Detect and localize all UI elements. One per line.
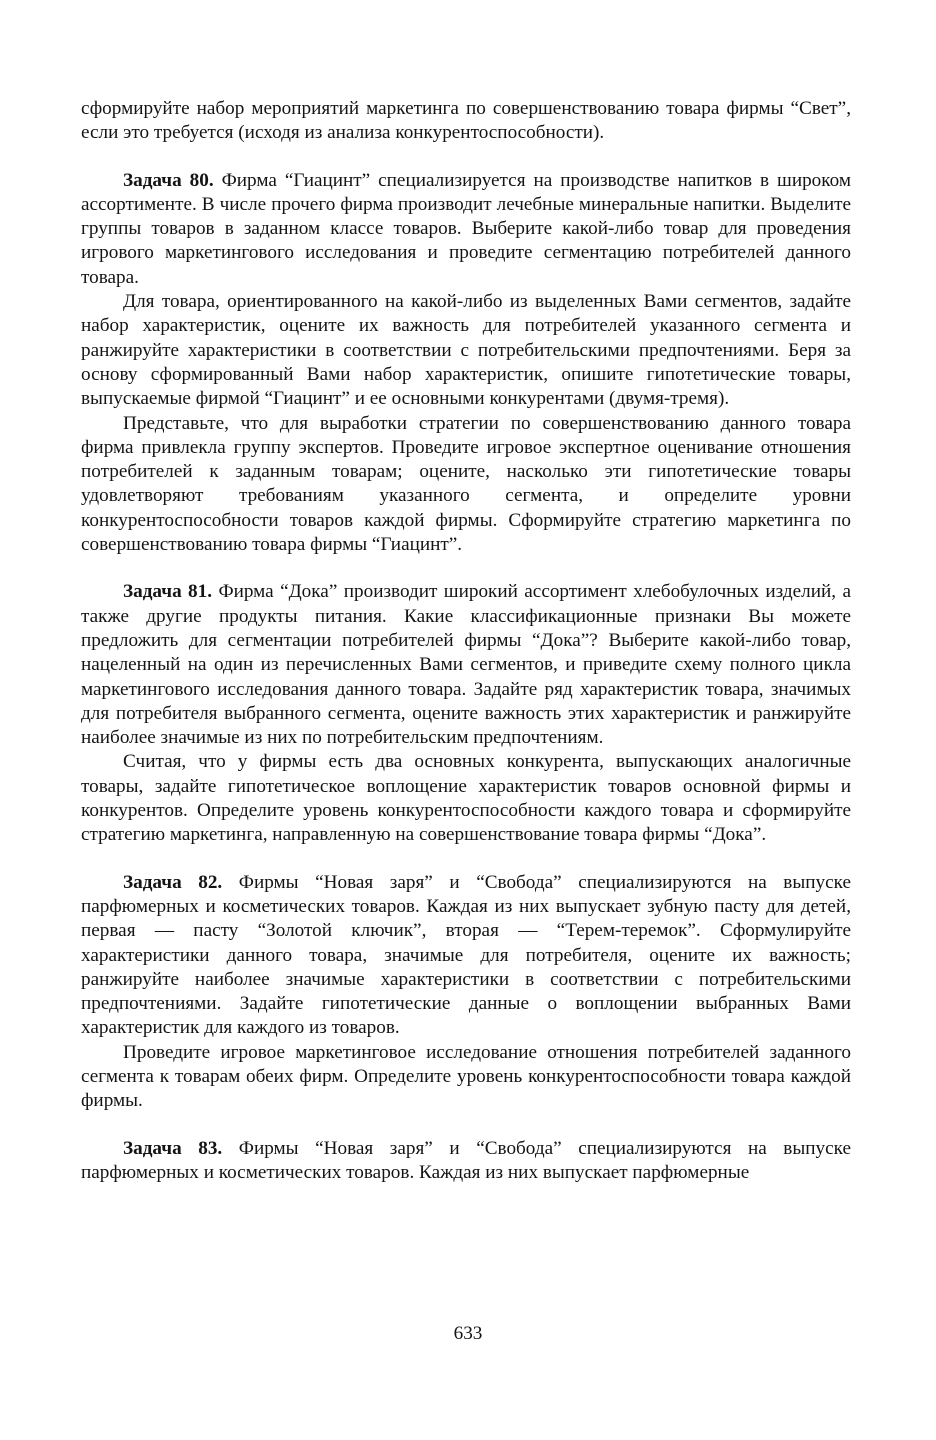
- task-80-paragraph-3: Представьте, что для выработки стратегии по совершенствованию данного товара фирма привлекла группу экспертов. Проведите игровое экспертное оценивание отношения потребителей к заданным товарам; оцените, насколько эти гипотетические товары удовлетворяют требованиям указанного сегмента, и определите уровни конкурентоспособности товаров каждой фирмы. Сформируйте стратегию маркетинга по совершенствованию товара фирмы “Гиацинт”.: [81, 412, 851, 556]
- task-83-paragraph-1: [81, 1137, 851, 1186]
- task-81-label: Задача 81.: [123, 581, 213, 603]
- task-80: [81, 169, 851, 558]
- task-82-label: Задача 82.: [123, 871, 223, 893]
- task-80-paragraph-2: Для товара, ориентированного на какой-либо из выделенных Вами сегментов, задайте набор характеристик, оцените их важность для потребителей указанного сегмента и ранжируйте характеристики в соответствии с потребительскими предпочтениями. Беря за основу сформированный Вами набор характеристик, опишите гипотетические товары, выпускаемые фирмой “Гиацинт” и ее основными конкурентами (двумя-тремя).: [81, 291, 851, 410]
- task-81-paragraph-1: [81, 580, 851, 750]
- task-82-paragraph-1: [81, 871, 851, 1041]
- task-83: [81, 1137, 851, 1186]
- page-body: [81, 97, 851, 1185]
- intro-paragraph: сформируйте набор мероприятий маркетинга по совершенствованию товара фирмы “Свет”, если это требуется (исходя из анализа конкурентоспособности).: [81, 98, 851, 144]
- task-80-paragraph-1: [81, 169, 851, 290]
- task-80-label: Задача 80.: [123, 169, 214, 191]
- task-81-text-1: Фирма “Дока” производит широкий ассортимент хлебобулочных изделий, а также другие продукты питания. Какие классификационные признаки Вы можете предложить для сегментации потребителей фирмы “Дока”? Выберите какой-либо товар, нацеленный на один из перечисленных Вами сегментов, и приведите схему полного цикла маркетингового исследования данного товара. Задайте ряд характеристик товара, значимых для потребителя выбранного сегмента, оцените важность этих характеристик и ранжируйте наиболее значимые из них по потребительским предпочтениям.: [81, 581, 851, 749]
- task-81: [81, 580, 851, 847]
- task-83-label: Задача 83.: [123, 1137, 223, 1159]
- task-80-text-1: Фирма “Гиацинт” специализируется на производстве напитков в широком ассортименте. В числе прочего фирма производит лечебные минеральные напитки. Выделите группы товаров в заданном классе товаров. Выберите какой-либо товар для проведения игрового маркетингового исследования и проведите сегментацию потребителей данного товара.: [81, 169, 851, 288]
- task-82-paragraph-2: Проведите игровое маркетинговое исследование отношения потребителей заданного сегмента к товарам обеих фирм. Определите уровень конкурентоспособности товара каждой фирмы.: [81, 1041, 851, 1112]
- task-81-paragraph-2: Считая, что у фирмы есть два основных конкурента, выпускающих аналогичные товары, задайте гипотетическое воплощение характеристик товаров основной фирмы и конкурентов. Определите уровень конкурентоспособности каждого товара и сформируйте стратегию маркетинга, направленную на совершенствование товара фирмы “Дока”.: [81, 751, 851, 846]
- task-82: [81, 871, 851, 1114]
- task-82-text-1: Фирмы “Новая заря” и “Свобода” специализируются на выпуске парфюмерных и косметических товаров. Каждая из них выпускает зубную пасту для детей, первая — пасту “Золотой ключик”, вторая — “Терем-теремок”. Сформулируйте характеристики данного товара, значимые для потребителя, оцените их важность; ранжируйте наиболее значимые характеристики в соответствии с потребительскими предпочтениями. Задайте гипотетические данные о воплощении выбранных Вами характеристик для каждого из товаров.: [81, 871, 851, 1039]
- page-number: 633: [453, 1323, 483, 1344]
- task-83-text-1: Фирмы “Новая заря” и “Свобода” специализируются на выпуске парфюмерных и косметических товаров. Каждая из них выпускает парфюмерные: [81, 1137, 851, 1183]
